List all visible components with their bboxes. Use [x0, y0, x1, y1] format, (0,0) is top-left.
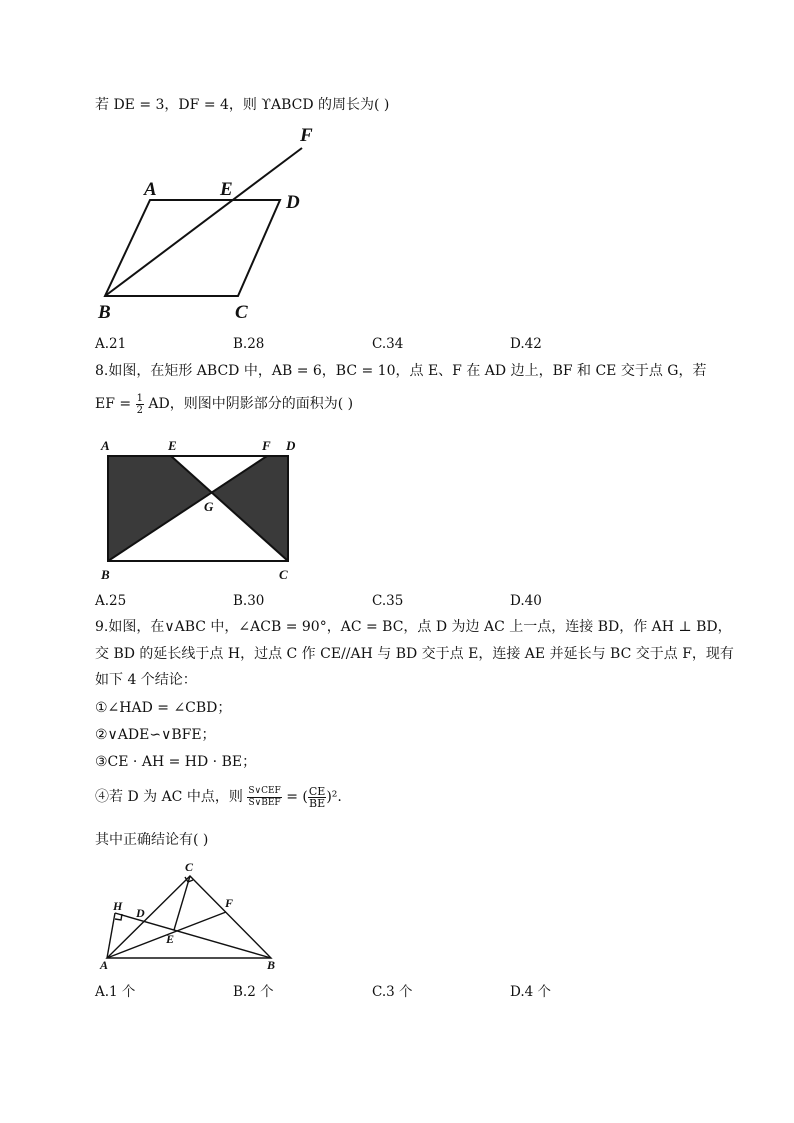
label-b: B — [98, 302, 111, 323]
q9-c4-frac-num: S∨CEF — [248, 785, 281, 796]
q9-line2: 交 BD 的延长线于点 H，过点 C 作 CE//AH 与 BD 交于点 E，连接 AE 并延长与 BC 交于点 F，现有 — [95, 646, 734, 662]
q9-c4-area-fraction — [247, 786, 281, 809]
q7-option-c: C.34 — [372, 336, 404, 352]
q9-option-b: B.2 个 — [233, 984, 274, 1000]
q9-triangle-figure — [95, 855, 290, 975]
q8-rectangle-figure — [95, 435, 305, 585]
q8-line2 — [95, 386, 353, 422]
label-a: A — [144, 179, 157, 200]
label-d: D — [286, 192, 300, 213]
q8-line1: 8.如图，在矩形 ABCD 中，AB = 6，BC = 10，点 E、F 在 AD 边上，BF 和 CE 交于点 G，若 — [95, 363, 707, 379]
q9-c4-ratio-fraction — [308, 786, 326, 809]
label-f: F — [300, 125, 313, 146]
label-b: B — [267, 958, 276, 972]
label-e: E — [166, 932, 175, 946]
q9-option-d: D.4 个 — [510, 984, 552, 1000]
label-b: B — [101, 567, 110, 582]
q9-c4-frac-den: S∨BEF — [248, 797, 281, 808]
shaded-right-region — [211, 456, 288, 561]
label-f: F — [225, 896, 234, 910]
q9-c4-paren-num: CE — [308, 784, 326, 798]
q8-line2-prefix: EF = — [95, 396, 132, 412]
label-a: A — [101, 438, 110, 453]
q8-option-d: D.40 — [510, 593, 542, 609]
triangle-abc — [107, 876, 271, 958]
parallelogram-abcd — [105, 200, 280, 296]
q8-fraction — [136, 393, 144, 416]
q9-line1: 9.如图，在∨ABC 中，∠ACB = 90°，AC = BC，点 D 为边 AC 上一点，连接 BD，作 AH ⊥ BD， — [95, 619, 732, 635]
q9-line3: 如下 4 个结论： — [95, 672, 197, 688]
label-h: H — [113, 899, 123, 913]
q8-option-b: B.30 — [233, 593, 265, 609]
q7-stem: 若 DE = 3，DF = 4，则 ϒABCD 的周长为( ) — [95, 97, 390, 113]
label-c: C — [279, 567, 288, 582]
q9-conclusion-1: ①∠HAD = ∠CBD； — [95, 700, 232, 716]
q8-option-a: A.25 — [95, 593, 127, 609]
q7-option-b: B.28 — [233, 336, 265, 352]
label-d: D — [286, 438, 296, 453]
q8-option-c: C.35 — [372, 593, 404, 609]
q9-c4-eq: = ( — [286, 789, 308, 805]
q9-option-c: C.3 个 — [372, 984, 413, 1000]
q9-question: 其中正确结论有( ) — [95, 832, 209, 848]
q9-c4-prefix: ④若 D 为 AC 中点，则 — [95, 789, 243, 805]
q9-conclusion-4 — [95, 779, 342, 815]
q8-frac-num: 1 — [136, 392, 143, 404]
shaded-left-region — [108, 456, 211, 561]
q7-option-a: A.21 — [95, 336, 127, 352]
label-c: C — [235, 302, 248, 323]
q9-c4-suffix: )². — [326, 789, 342, 805]
q9-conclusion-3: ③CE · AH = HD · BE； — [95, 754, 257, 770]
q9-conclusion-2: ②∨ADE∽∨BFE； — [95, 727, 216, 743]
q8-line2-suffix: AD，则图中阴影部分的面积为( ) — [148, 396, 354, 412]
q8-frac-den: 2 — [136, 404, 143, 416]
q9-option-a: A.1 个 — [95, 984, 136, 1000]
label-f: F — [262, 438, 271, 453]
q7-parallelogram-figure — [90, 122, 350, 328]
q7-option-d: D.42 — [510, 336, 542, 352]
label-c: C — [185, 860, 194, 874]
label-d: D — [136, 906, 145, 920]
label-e: E — [168, 438, 177, 453]
label-g: G — [204, 499, 214, 514]
label-e: E — [220, 179, 233, 200]
label-a: A — [100, 958, 109, 972]
q9-c4-paren-den: BE — [309, 796, 326, 810]
line-bf — [105, 148, 302, 296]
